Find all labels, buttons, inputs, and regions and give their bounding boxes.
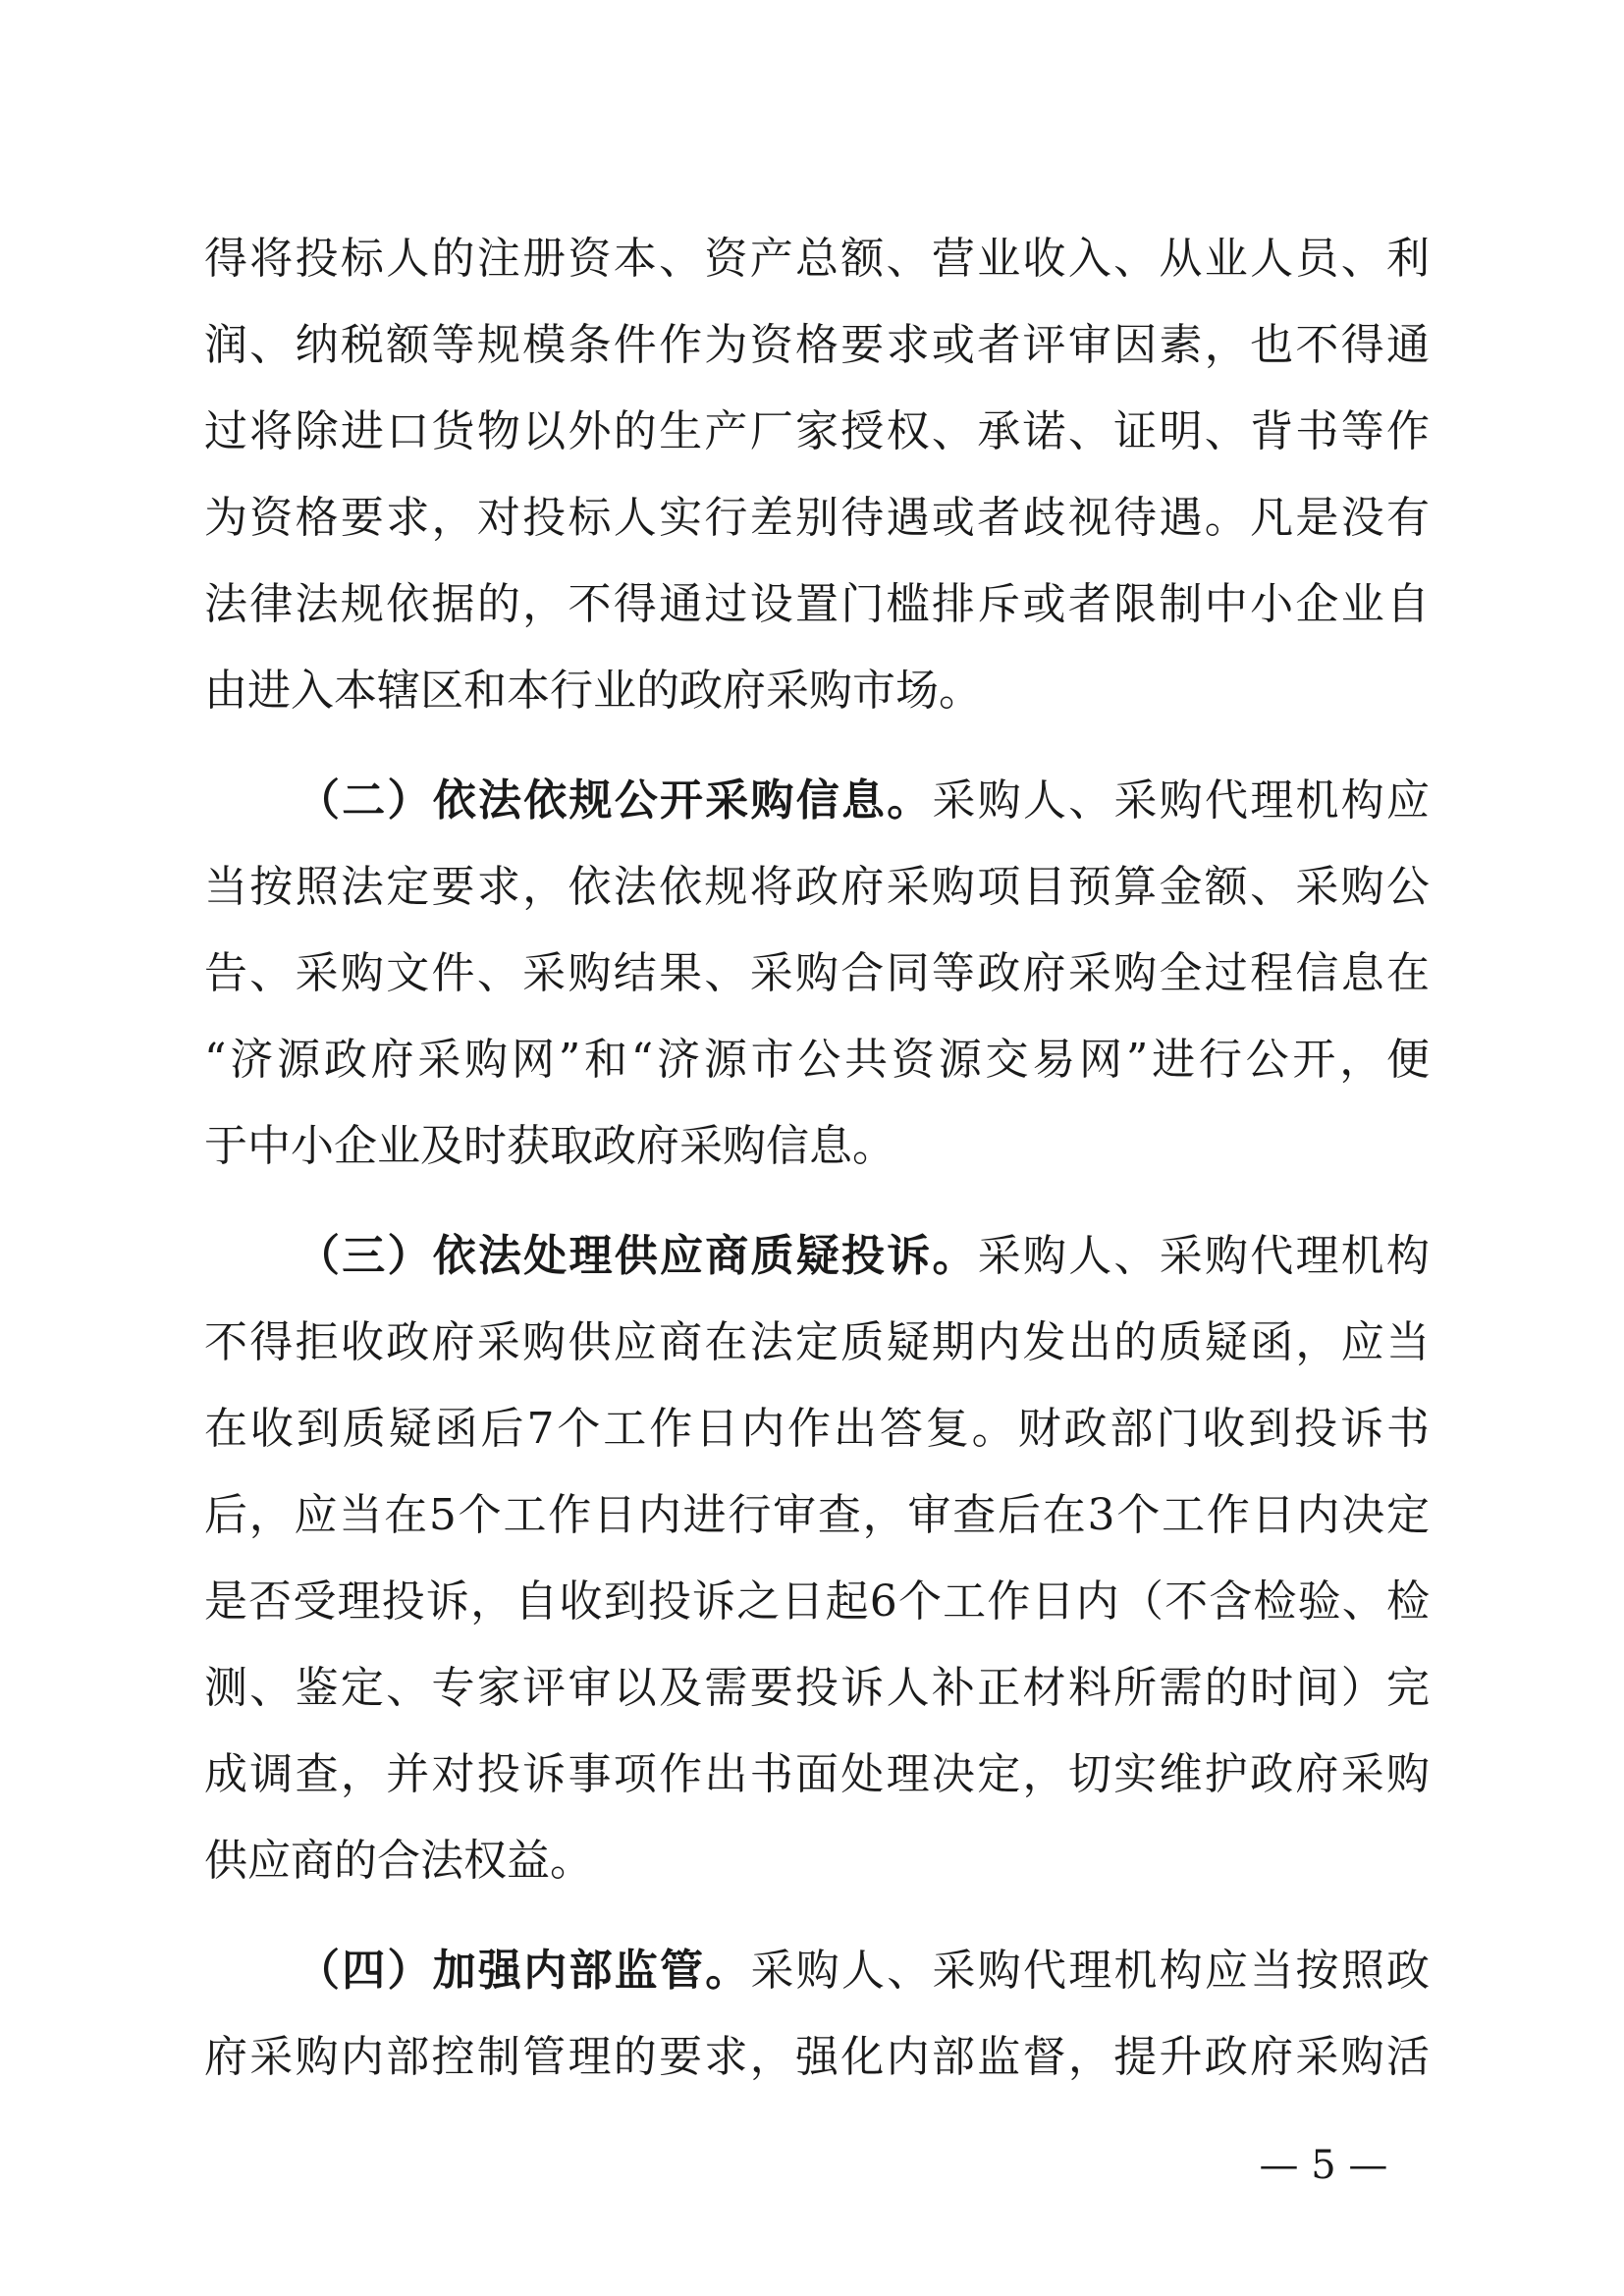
section-3-first-line bbox=[297, 1217, 1430, 1296]
paragraph-1-line-6: 由进入本辖区和本行业的政府采购市场。 bbox=[204, 666, 982, 716]
section-4-heading: （四）加强内部监管。 bbox=[297, 1946, 751, 1996]
section-2-line-4: “济源政府采购网”和“济源市公共资源交易网”进行公开，便 bbox=[204, 1035, 1430, 1085]
section-2-line-5: 于中小企业及时获取政府采购信息。 bbox=[204, 1121, 895, 1171]
paragraph-1-line-4: 为资格要求，对投标人实行差别待遇或者歧视待遇。凡是没有 bbox=[204, 493, 1430, 543]
section-3-line-7: 成调查，并对投诉事项作出书面处理决定，切实维护政府采购 bbox=[204, 1749, 1430, 1799]
section-2-first-line bbox=[297, 762, 1430, 840]
section-3-line-4: 后，应当在5个工作日内进行审查，审查后在3个工作日内决定 bbox=[204, 1490, 1430, 1540]
section-2-heading: （二）依法依规公开采购信息。 bbox=[297, 775, 933, 826]
section-3-first-line-text: 采购人、采购代理机构 bbox=[977, 1231, 1430, 1281]
section-3-line-8: 供应商的合法权益。 bbox=[204, 1836, 593, 1886]
section-4-line-2: 府采购内部控制管理的要求，强化内部监督，提升政府采购活 bbox=[204, 2032, 1430, 2082]
section-2-line-3: 告、采购文件、采购结果、采购合同等政府采购全过程信息在 bbox=[204, 948, 1430, 998]
section-3-heading: （三）依法处理供应商质疑投诉。 bbox=[297, 1231, 978, 1281]
section-3-line-2: 不得拒收政府采购供应商在法定质疑期内发出的质疑函，应当 bbox=[204, 1317, 1430, 1367]
paragraph-1-line-1: 得将投标人的注册资本、资产总额、营业收入、从业人员、利 bbox=[204, 234, 1430, 284]
section-3-line-5: 是否受理投诉，自收到投诉之日起6个工作日内（不含检验、检 bbox=[204, 1576, 1430, 1627]
section-4-first-line bbox=[297, 1932, 1430, 2010]
paragraph-1-line-3: 过将除进口货物以外的生产厂家授权、承诺、证明、背书等作 bbox=[204, 406, 1430, 456]
section-3-line-3: 在收到质疑函后7个工作日内作出答复。财政部门收到投诉书 bbox=[204, 1404, 1430, 1454]
section-3-line-6: 测、鉴定、专家评审以及需要投诉人补正材料所需的时间）完 bbox=[204, 1663, 1430, 1713]
section-2-line-2: 当按照法定要求，依法依规将政府采购项目预算金额、采购公 bbox=[204, 862, 1430, 912]
section-4-first-line-text: 采购人、采购代理机构应当按照政 bbox=[750, 1946, 1430, 1996]
page-number: — 5 — bbox=[1259, 2143, 1388, 2188]
paragraph-1-line-5: 法律法规依据的，不得通过设置门槛排斥或者限制中小企业自 bbox=[204, 579, 1430, 629]
paragraph-1-line-2: 润、纳税额等规模条件作为资格要求或者评审因素，也不得通 bbox=[204, 320, 1430, 370]
section-2-first-line-text: 采购人、采购代理机构应 bbox=[932, 775, 1430, 826]
